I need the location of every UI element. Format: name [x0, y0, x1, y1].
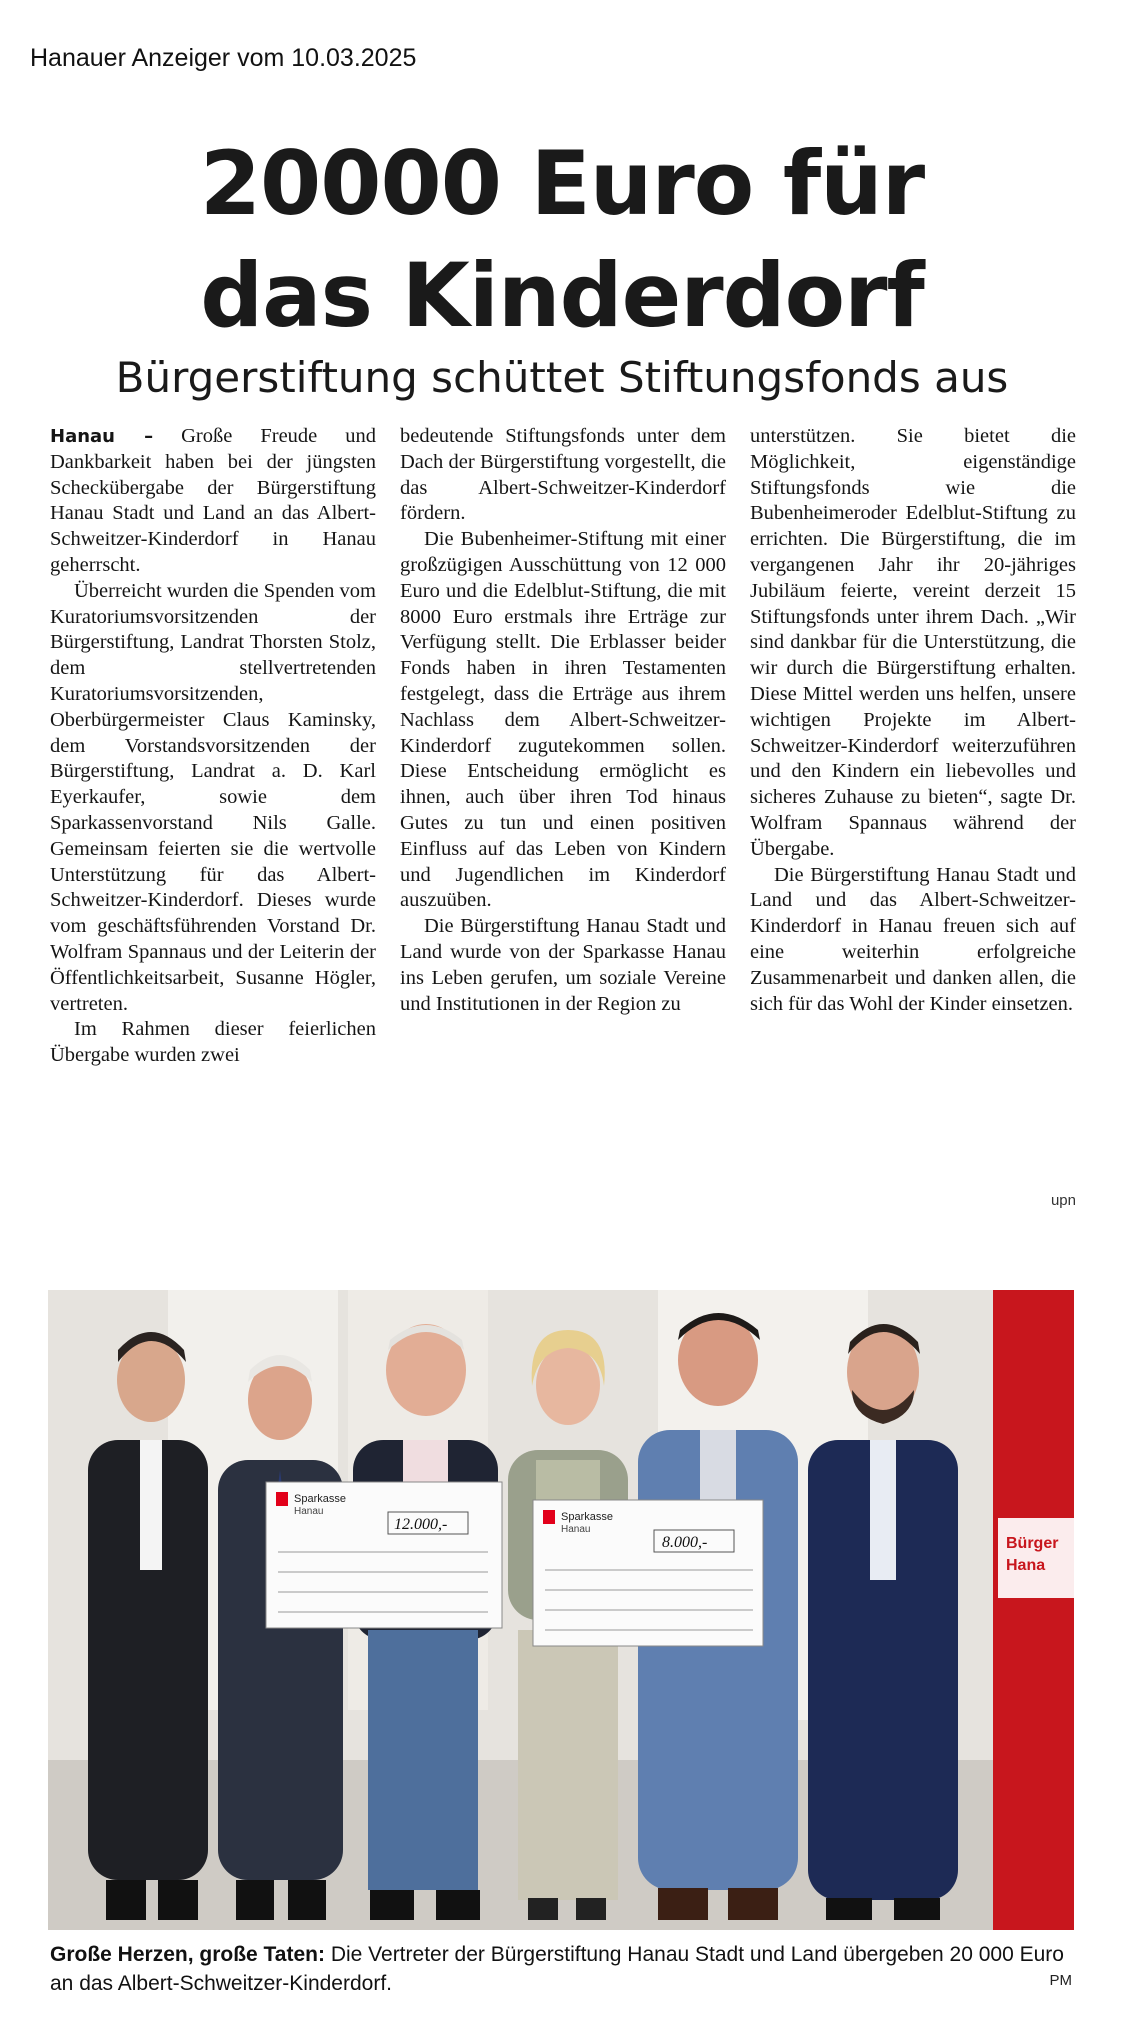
- article-photo: [48, 1290, 1074, 1930]
- article-paragraph: Die Bürgerstiftung Hanau Stadt und Land wurde von der Sparkasse Hanau ins Leben gerufen, um soziale Vereine und Institutionen in der Region zu: [400, 915, 726, 1015]
- dateline: Hanau –: [50, 426, 154, 447]
- subheadline: Bürgerstiftung schüttet Stiftungsfonds aus: [115, 353, 1009, 402]
- headline-line-1: 20000 Euro für: [199, 132, 925, 235]
- article-paragraph: [50, 424, 376, 579]
- article-column-1: [50, 424, 376, 1069]
- article-paragraph: Im Rahmen dieser feierlichen Übergabe wurden zwei: [50, 1018, 376, 1067]
- caption-text: Die Vertreter der Bürgerstiftung Hanau Stadt und Land übergeben 20 000 Euro an das Albert-Schweitzer-Kinderdorf.: [50, 1943, 1064, 1995]
- cheque-left: [266, 1482, 502, 1628]
- photo-illustration: [48, 1290, 1074, 1930]
- cheque-right-amount: 8.000,-: [662, 1534, 708, 1551]
- cheque-left-city: Hanau: [294, 1506, 324, 1517]
- author-initials: upn: [1050, 1192, 1076, 1209]
- photo-credit: PM: [1049, 1972, 1072, 1989]
- article-column-2: [400, 424, 726, 1017]
- article-paragraph: Die Bubenheimer-Stiftung mit einer großzügigen Ausschüttung von 12 000 Euro und die Edelblut-Stiftung, die mit 8000 Euro erstmals ihre Erträge zur Verfügung stellt. Die Erblasser beider Fonds haben in ihren Testamenten festgelegt, dass die Erträge aus ihrem Nachlass dem Albert-Schweitzer-Kinderdorf zugutekommen sollen. Diese Entscheidung ermöglicht es ihnen, auch über ihren Tod hinaus Gutes zu tun und einen positiven Einfluss auf das Leben von Kindern und Jugendlichen im Kinderdorf auszuüben.: [400, 528, 726, 912]
- headline: [0, 128, 1124, 352]
- banner-text-2: Hana: [1006, 1557, 1046, 1574]
- cheque-left-amount: 12.000,-: [394, 1516, 448, 1533]
- caption-lead: Große Herzen, große Taten:: [50, 1943, 325, 1966]
- banner: [993, 1290, 1074, 1930]
- cheque-right-city: Hanau: [561, 1524, 591, 1535]
- source-line: Hanauer Anzeiger vom 10.03.2025: [30, 44, 417, 72]
- headline-line-2: das Kinderdorf: [200, 244, 924, 347]
- photo-caption: [50, 1940, 1070, 1998]
- article-paragraph: bedeutende Stiftungsfonds unter dem Dach der Bürgerstiftung vorgestellt, die das Albert-Schweitzer-Kinderdorf fördern.: [400, 425, 726, 525]
- cheque-right-bank: Sparkasse: [561, 1511, 613, 1523]
- article-paragraph: Die Bürgerstiftung Hanau Stadt und Land und das Albert-Schweitzer-Kinderdorf in Hanau freuen sich auf eine weiterhin erfolgreiche Zusammenarbeit und danken allen, die sich für das Wohl der Kinder einsetzen.: [750, 863, 1076, 1015]
- article-column-3: [750, 424, 1076, 1017]
- cheque-left-bank: Sparkasse: [294, 1493, 346, 1505]
- article-paragraph: unterstützen. Sie bietet die Möglichkeit, eigenständige Stiftungsfonds wie die Bubenheimeroder Edelblut-Stiftung zu errichten. Die Bürgerstiftung, die im vergangenen Jahr ihr 20-jähriges Jubiläum feierte, vereint derzeit 15 Stiftungsfonds unter ihrem Dach. „Wir sind dankbar für die Unterstützung, die wir durch die Bürgerstiftung erhalten. Diese Mittel werden uns helfen, unsere wichtigen Projekte im Albert-Schweitzer-Kinderdorf weiterzuführen und den Kindern ein liebevolles und sicheres Zuhause zu bieten“, sagte Dr. Wolfram Spannaus während der Übergabe.: [750, 425, 1076, 860]
- banner-text-1: Bürger: [1006, 1535, 1059, 1552]
- paragraph-text: Große Freude und Dankbarkeit haben bei der jüngsten Scheckübergabe der Bürgerstiftung Hanau Stadt und Land an das Albert-Schweitzer-Kinderdorf in Hanau geherrscht.: [50, 425, 377, 576]
- cheque-right: [533, 1500, 763, 1646]
- article-paragraph: Überreicht wurden die Spenden vom Kuratoriumsvorsitzenden der Bürgerstiftung, Landrat Thorsten Stolz, dem stellvertretenden Kuratoriumsvorsitzenden, Oberbürgermeister Claus Kaminsky, dem Vorstandsvorsitzenden der Bürgerstiftung, Landrat a. D. Karl Eyerkaufer, sowie dem Sparkassenvorstand Nils Galle. Gemeinsam feierten sie die wertvolle Unterstützung für das Albert-Schweitzer-Kinderdorf. Dieses wurde vom geschäftsführenden Vorstand Dr. Wolfram Spannaus und der Leiterin der Öffentlichkeitsarbeit, Susanne Högler, vertreten.: [50, 579, 376, 1015]
